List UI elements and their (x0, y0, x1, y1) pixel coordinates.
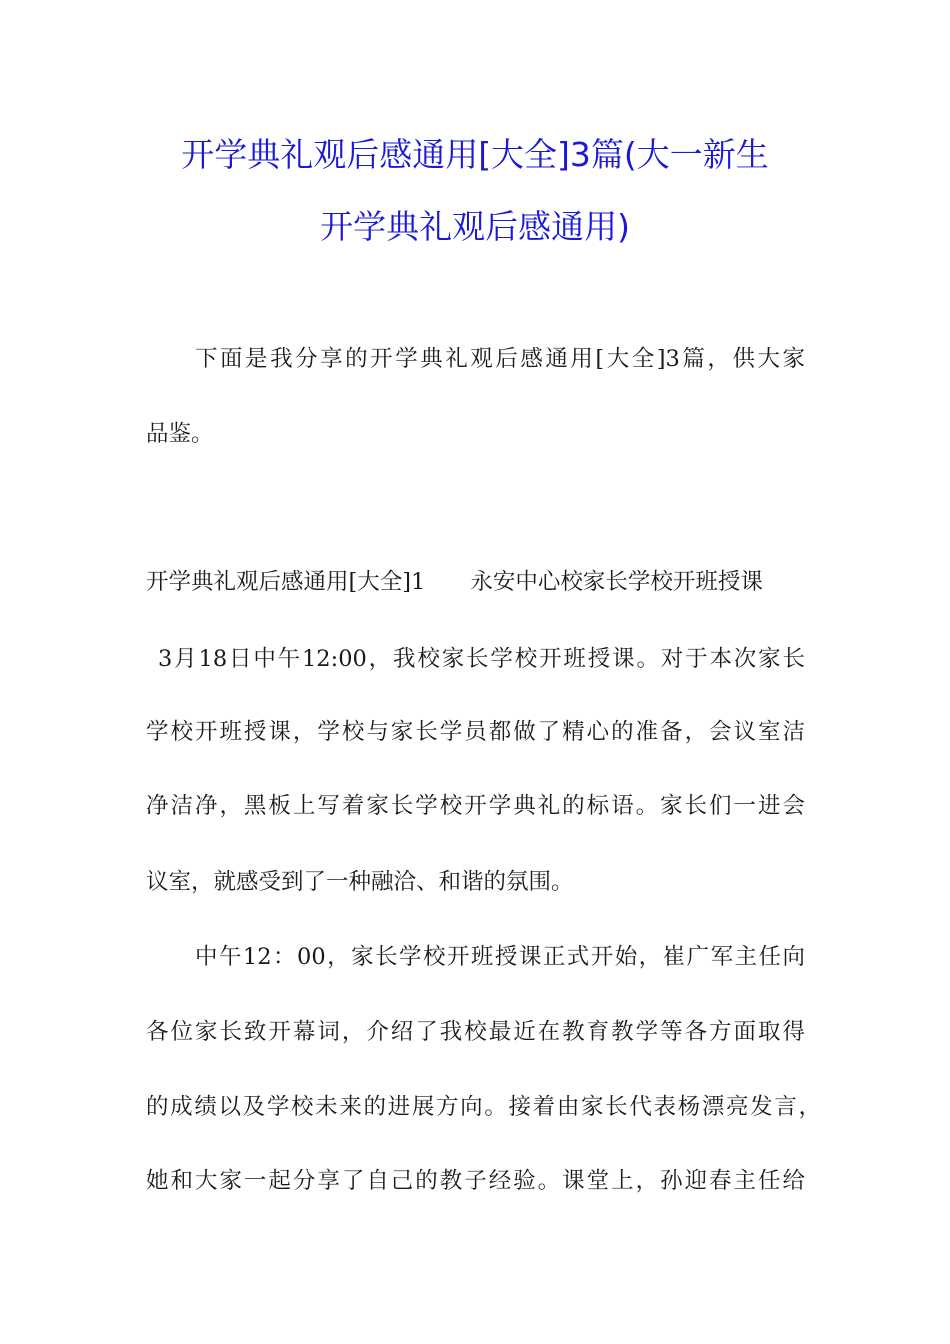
paragraph-1-line-2: 学校开班授课，学校与家长学员都做了精心的准备，会议室洁 (146, 719, 805, 745)
paragraph-1-line-1: 3月18日中午12:00，我校家长学校开班授课。对于本次家长 (158, 646, 805, 672)
paragraph-2-line-1: 中午12：00，家长学校开班授课正式开始，崔广军主任向 (195, 944, 805, 970)
section-heading-line: 开学典礼观后感通用[大全]1 永安中心校家长学校开班授课 (146, 569, 763, 595)
document-title-line-2: 开学典礼观后感通用) (320, 207, 630, 246)
paragraph-1-line-4: 议室，就感受到了一种融洽、和谐的氛围。 (146, 869, 574, 895)
paragraph-2-line-3: 的成绩以及学校未来的进展方向。接着由家长代表杨漂亮发言， (146, 1094, 821, 1120)
intro-line-1: 下面是我分享的开学典礼观后感通用[大全]3篇，供大家 (195, 346, 805, 372)
intro-line-2: 品鉴。 (146, 421, 214, 447)
paragraph-2-line-4: 她和大家一起分享了自己的教子经验。课堂上，孙迎春主任给 (146, 1168, 805, 1194)
document-title-line-1: 开学典礼观后感通用[大全]3篇(大一新生 (181, 135, 769, 174)
paragraph-2-line-2: 各位家长致开幕词，介绍了我校最近在教育教学等各方面取得 (146, 1019, 805, 1045)
paragraph-1-line-3: 净洁净，黑板上写着家长学校开学典礼的标语。家长们一进会 (146, 793, 805, 819)
